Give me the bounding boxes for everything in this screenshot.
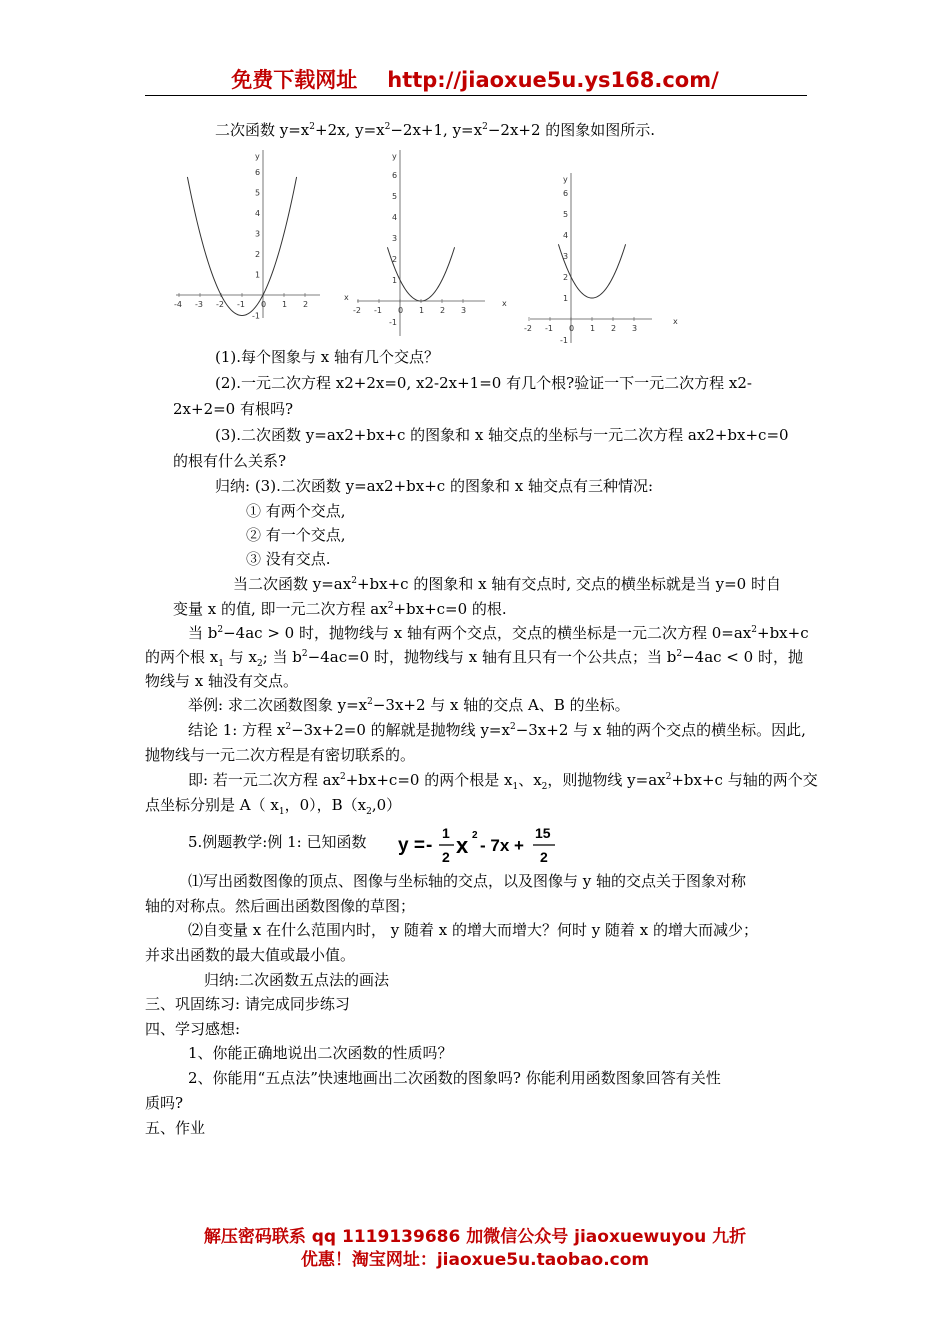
- x-tick-label: 2: [303, 300, 309, 309]
- reflection-1: 1、你能正确地说出二次函数的性质吗？: [188, 1044, 453, 1062]
- x-axis-label: x: [502, 299, 507, 308]
- graph-2: [353, 142, 507, 338]
- formula-exp: 2: [472, 830, 478, 841]
- intro-line: 二次函数 $y=x^2+2x$, $y=x^2-2x+1$, $y=x^2-2x+2$ 的图象如图所示.: [215, 121, 656, 139]
- header-banner: [0, 64, 950, 94]
- x-tick-label: -4: [174, 300, 182, 309]
- x-axis-label: x: [673, 317, 678, 326]
- case-3: ③ 没有交点.: [246, 550, 331, 568]
- header-rule: [145, 95, 807, 96]
- conclusion-2-line-1: 即: 若一元二次方程 $ax^2+bx+c=0$ 的两个根是 $x_1$、$x_2$，则抛物线 $y=ax^2+bx+c$ 与轴的两个交: [188, 771, 818, 792]
- conclusion-2-line-2: 点坐标分别是 A（ $x_1$，0），$B(x_2,0)$: [145, 796, 402, 817]
- y-tick-label: -1: [252, 311, 260, 321]
- question-3-line-2: 的根有什么关系?: [173, 452, 287, 470]
- x-tick-label: -2: [524, 324, 532, 333]
- function-formula: [398, 822, 563, 870]
- summary-1: 归纳: (3).二次函数 y=ax2+bx+c 的图象和 x 轴交点有三种情况:: [215, 477, 654, 495]
- y-tick-label: 5: [563, 210, 569, 219]
- x-axis-label: x: [344, 293, 349, 302]
- y-tick-label: 3: [563, 252, 569, 261]
- y-axis-label: y: [563, 175, 568, 184]
- header-title: 免费下载网址: [231, 68, 358, 92]
- y-tick-label: 2: [255, 250, 261, 259]
- formula-mid: - 7x +: [480, 836, 524, 855]
- y-tick-label: 6: [392, 171, 398, 180]
- example-5-label: 5.例题教学:例 1: 已知函数: [188, 833, 367, 851]
- y-tick-label: 5: [392, 192, 398, 201]
- footer-line-1: 解压密码联系 qq 1119139686 加微信公众号 jiaoxuewuyou 九折: [203, 1227, 747, 1247]
- section-5: 五、作业: [145, 1119, 206, 1137]
- y-tick-label: -1: [389, 318, 397, 327]
- case-2: ② 有一个交点,: [246, 526, 346, 544]
- y-axis-label: y: [255, 152, 260, 161]
- graph-1: [174, 142, 349, 321]
- y-tick-label: 2: [392, 255, 398, 264]
- section-4: 四、学习感想:: [145, 1020, 241, 1038]
- x-tick-label: -1: [374, 306, 382, 315]
- y-tick-label: 3: [255, 229, 261, 239]
- x-tick-label: 3: [632, 324, 638, 333]
- y-tick-label: 4: [563, 231, 569, 240]
- y-tick-label: 3: [392, 234, 398, 243]
- paragraph-2-line-2: 的两个根 $x_1$ 与 $x_2$; 当 $b^2-4ac=0$ 时，抛物线与 x 轴有且只有一个公共点；当 $b^2-4ac < 0$ 时，抛: [145, 648, 803, 669]
- exercise-1-line-1: ⑴写出函数图像的顶点、图像与坐标轴的交点，以及图像与 y 轴的交点关于图象对称: [188, 872, 747, 890]
- x-tick-label: 1: [282, 300, 288, 309]
- section-3: 三、巩固练习: 请完成同步练习: [145, 995, 350, 1013]
- formula-den1: 2: [442, 849, 450, 865]
- exercise-1-line-2: 轴的对称点。然后画出函数图像的草图；: [145, 897, 416, 915]
- x-tick-label: 2: [440, 306, 446, 315]
- y-tick-label: 6: [563, 189, 569, 198]
- formula-den2: 2: [540, 849, 548, 865]
- parabola-curve: [558, 244, 625, 298]
- paragraph-2-line-3: 物线与 x 轴没有交点。: [145, 672, 298, 690]
- reflection-2-line-2: 质吗?: [145, 1094, 184, 1112]
- header-url[interactable]: http://jiaoxue5u.ys168.com/: [387, 68, 719, 92]
- paragraph-1-line-2: 变量 x 的值, 即一元二次方程 $ax^2+bx+c=0$ 的根.: [173, 600, 507, 618]
- formula-var: x: [456, 833, 469, 858]
- formula-lhs: y =: [398, 835, 425, 856]
- conclusion-1-line-2: 抛物线与一元二次方程是有密切联系的。: [145, 746, 416, 764]
- formula-neg: -: [426, 835, 433, 856]
- graph-3: [524, 165, 678, 345]
- x-tick-label: -1: [545, 324, 553, 333]
- y-tick-label: -1: [560, 336, 568, 345]
- footer-line-2: 优惠！淘宝网址：jiaoxue5u.taobao.com: [300, 1250, 650, 1270]
- y-tick-label: 2: [563, 273, 569, 282]
- paragraph-1-line-1: 当二次函数 $y=ax^2+bx+c$ 的图象和 x 轴有交点时, 交点的横坐标就是当 y=0 时自: [233, 575, 781, 593]
- x-tick-label: 1: [419, 306, 425, 315]
- x-tick-label: 2: [611, 324, 617, 333]
- y-tick-label: 1: [563, 294, 569, 303]
- x-tick-label: -1: [237, 300, 245, 309]
- exercise-2-line-1: ⑵自变量 x 在什么范围内时， y 随着 x 的增大而增大？何时 y 随着 x 的增大而减少；: [188, 921, 759, 939]
- summary-2: 归纳:二次函数五点法的画法: [204, 971, 390, 989]
- paragraph-2-line-1: 当 $b^2-4ac > 0$ 时，抛物线与 x 轴有两个交点，交点的横坐标是一元二次方程 $0=ax^2+bx+c$: [188, 624, 809, 642]
- question-2-line-2: 2x+2=0 有根吗?: [173, 400, 294, 418]
- x-tick-label: 0: [261, 300, 267, 309]
- exercise-2-line-2: 并求出函数的最大值或最小值。: [145, 946, 356, 964]
- x-tick-label: -2: [216, 300, 224, 309]
- y-tick-label: 6: [255, 168, 261, 177]
- question-1: (1).每个图象与 x 轴有几个交点？: [215, 348, 440, 366]
- formula-num1: 1: [442, 825, 450, 841]
- y-tick-label: 1: [255, 270, 261, 280]
- reflection-2-line-1: 2、你能用“五点法”快速地画出二次函数的图象吗? 你能利用函数图象回答有关性: [188, 1069, 721, 1087]
- x-tick-label: -2: [353, 306, 361, 315]
- y-tick-label: 4: [392, 213, 398, 222]
- y-tick-label: 5: [255, 188, 261, 198]
- y-axis-label: y: [392, 152, 397, 161]
- x-tick-label: 1: [590, 324, 596, 333]
- x-tick-label: 0: [569, 324, 575, 333]
- x-tick-label: 0: [398, 306, 404, 315]
- y-tick-label: 4: [255, 209, 261, 218]
- x-tick-label: -3: [195, 300, 203, 309]
- formula-num2: 15: [535, 825, 551, 841]
- question-2-line-1: (2).一元二次方程 x2+2x=0, x2-2x+1=0 有几个根?验证一下一元二次方程 x2-: [215, 374, 752, 392]
- case-1: ① 有两个交点,: [246, 502, 346, 520]
- x-tick-label: 3: [461, 306, 467, 315]
- question-3-line-1: (3).二次函数 y=ax2+bx+c 的图象和 x 轴交点的坐标与一元二次方程 ax2+bx+c=0: [215, 426, 789, 444]
- example-line: 举例: 求二次函数图象 $y=x^2-3x+2$ 与 x 轴的交点 A、B 的坐标。: [188, 696, 630, 714]
- conclusion-1-line-1: 结论 1: 方程 $x^2-3x+2=0$ 的解就是抛物线 $y=x^2-3x+2$ 与 x 轴的两个交点的横坐标。因此,: [188, 721, 806, 739]
- parabola-curve: [387, 247, 454, 301]
- y-tick-label: 1: [392, 276, 398, 285]
